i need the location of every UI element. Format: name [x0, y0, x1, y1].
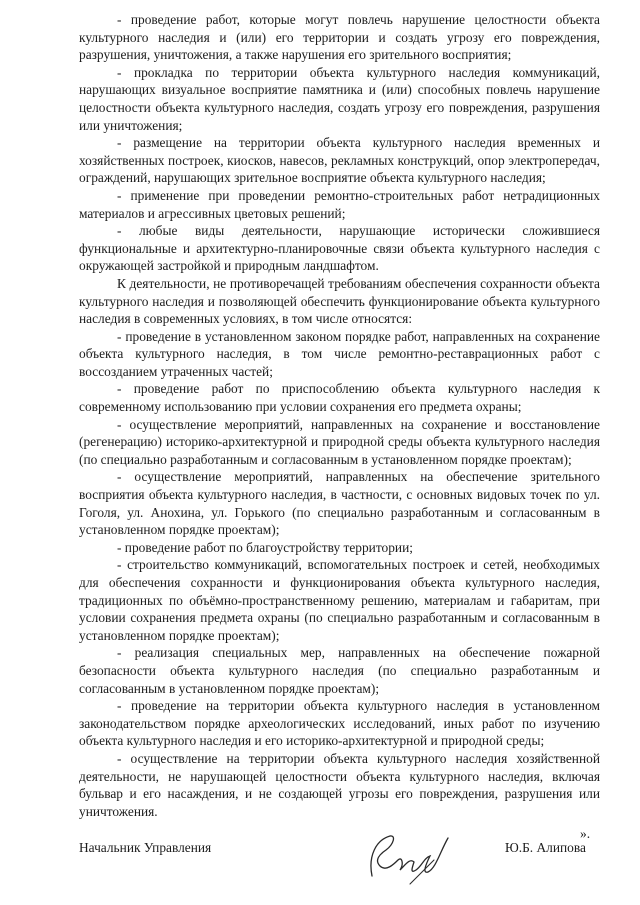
- paragraph-permitted-5: - проведение работ по благоустройству территории;: [117, 539, 413, 555]
- signatory-title: Начальник Управления: [79, 840, 212, 855]
- paragraph-permitted-intro: К деятельности, не противоречащей требованиям обеспечения сохранности объекта культурного наследия и позволяющей обеспечить функционирование объекта культурного наследия в современных условиях, в том числе относятся:: [79, 275, 600, 327]
- paragraph-permitted-1: - проведение в установленном законом порядке работ, направленных на сохранение объекта культурного наследия, в том числе ремонтно-реставрационных работ с воссозданием утраченных частей;: [79, 328, 600, 379]
- closing-quote: ».: [580, 826, 591, 841]
- paragraph-prohibition-5: - любые виды деятельности, нарушающие исторически сложившиеся функциональные и архитектурно-планировочные связи объекта культурного наследия с окружающей застройкой и природным ландшафтом.: [79, 223, 600, 274]
- document-body: [79, 11, 600, 820]
- handwritten-signature: [350, 826, 460, 888]
- paragraph-prohibition-2: - прокладка по территории объекта культурного наследия коммуникаций, нарушающих визуальное восприятие памятника и (или) способных повлечь нарушение целостности объекта культурного наследия, создать угрозу его повреждения, разрушения или уничтожения;: [79, 64, 600, 133]
- paragraph-prohibition-3: - размещение на территории объекта культурного наследия временных и хозяйственных построек, киосков, навесов, рекламных конструкций, опор электропередач, ограждений, нарушающих зрительное восприятие объекта культурного наследия;: [79, 135, 600, 186]
- paragraph-permitted-4: - осуществление мероприятий, направленных на обеспечение зрительного восприятия объекта культурного наследия, в частности, с основных видовых точек по ул. Гоголя, ул. Анохина, ул. Горького (по специально разработанным и согласованным в установленном порядке проектам);: [79, 469, 600, 538]
- paragraph-permitted-8: - проведение на территории объекта культурного наследия в установленном законодательством порядке археологических исследований, иных работ по изучению объекта культурного наследия и его историко-архитектурной и природной среды;: [79, 698, 600, 749]
- scan-mark: [48, 40, 49, 41]
- paragraph-permitted-3: - осуществление мероприятий, направленных на сохранение и восстановление (регенерацию) историко-архитектурной и природной среды объекта культурного наследия (по специально разработанным и согласованным в установленном порядке проектам);: [79, 416, 600, 467]
- paragraph-permitted-7: - реализация специальных мер, направленных на обеспечение пожарной безопасности объекта культурного наследия (по специально разработанным и согласованным в установленном порядке проектам);: [79, 645, 600, 696]
- paragraph-prohibition-1: - проведение работ, которые могут повлечь нарушение целостности объекта культурного наследия и (или) его территории и создать угрозу его повреждения, разрушения, уничтожения, а также нарушения его зрительного восприятия;: [79, 12, 600, 63]
- signatory-name: Ю.Б. Алипова: [505, 840, 586, 855]
- paragraph-prohibition-4: - применение при проведении ремонтно-строительных работ нетрадиционных материалов и агрессивных цветовых решений;: [79, 187, 600, 221]
- paragraph-permitted-9: - осуществление на территории объекта культурного наследия хозяйственной деятельности, не нарушающей целостности объекта культурного наследия, включая бульвар и его насаждения, и не создающей угрозы его повреждения, разрушения или уничтожения.: [79, 750, 600, 819]
- paragraph-permitted-6: - строительство коммуникаций, вспомогательных построек и сетей, необходимых для обеспечения сохранности и функционирования объекта культурного наследия, традиционных по объёмно-пространственному решению, материалам и габаритам, при условии сохранения предмета охраны (по специально разработанным и согласованным в установленном порядке проектам);: [79, 557, 600, 643]
- paragraph-permitted-2: - проведение работ по приспособлению объекта культурного наследия к современному использованию при условии сохранения его предмета охраны;: [79, 381, 600, 415]
